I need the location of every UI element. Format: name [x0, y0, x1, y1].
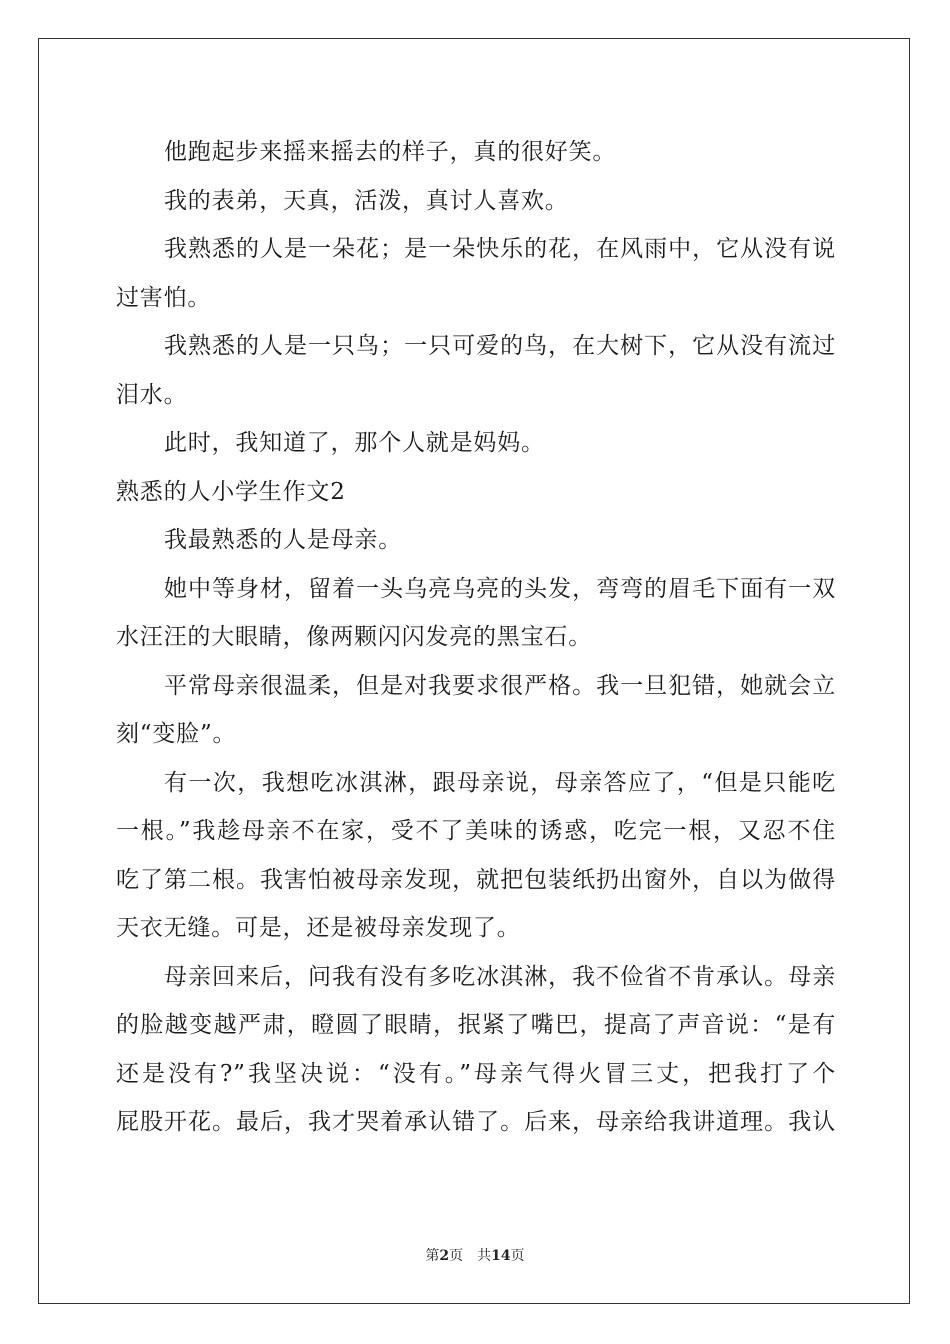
text-line: 过害怕。 — [116, 284, 212, 311]
text-line: 母亲回来后，问我有没有多吃冰淇淋，我不俭省不肯承认。母亲 — [164, 963, 836, 990]
total-prefix: 共 — [477, 1248, 492, 1264]
section-heading: 熟悉的人小学生作文2 — [116, 478, 346, 505]
text-line: 天衣无缝。可是，还是被母亲发现了。 — [116, 915, 521, 941]
text-line: 水汪汪的大眼睛，像两颗闪闪发亮的黑宝石。 — [116, 624, 592, 650]
text-line: 此时，我知道了，那个人就是妈妈。 — [164, 430, 545, 456]
text-line: 我熟悉的人是一只鸟；一只可爱的鸟，在大树下，它从没有流过 — [164, 333, 836, 359]
page-number: 2 — [439, 1248, 450, 1264]
page-footer — [0, 1245, 950, 1265]
page-prefix: 第 — [425, 1248, 440, 1264]
total-suffix: 页 — [510, 1248, 525, 1264]
text-line: 的脸越变越严肃，瞪圆了眼睛，抿紧了嘴巴，提高了声音说：“是有 — [116, 1012, 836, 1038]
text-line: 还是没有?”我坚决说：“没有。”母亲气得火冒三丈，把我打了个 — [116, 1060, 836, 1087]
text-line: 刻“变脸”。 — [116, 721, 237, 747]
text-line: 平常母亲很温柔，但是对我要求很严格。我一旦犯错，她就会立 — [164, 672, 836, 699]
text-line: 屁股开花。最后，我才哭着承认错了。后来，母亲给我讲道理。我认 — [116, 1109, 836, 1135]
text-line: 我的表弟，天真，活泼，真讨人喜欢。 — [164, 187, 569, 214]
total-pages: 14 — [491, 1248, 511, 1264]
document-body — [116, 128, 836, 1147]
text-line: 一根。”我趁母亲不在家，受不了美味的诱惑，吃完一根，又忍不住 — [116, 818, 836, 844]
text-line: 她中等身材，留着一头乌亮乌亮的头发，弯弯的眉毛下面有一双 — [164, 575, 836, 602]
text-line: 我熟悉的人是一朵花；是一朵快乐的花，在风雨中，它从没有说 — [164, 236, 836, 262]
text-line: 吃了第二根。我害怕被母亲发现，就把包装纸扔出窗外，自以为做得 — [116, 866, 836, 893]
text-line: 他跑起步来摇来摇去的样子，真的很好笑。 — [164, 139, 617, 165]
text-line: 泪水。 — [116, 381, 188, 408]
text-line: 有一次，我想吃冰淇淋，跟母亲说，母亲答应了，“但是只能吃 — [164, 769, 836, 796]
text-line: 我最熟悉的人是母亲。 — [164, 527, 402, 553]
page-suffix: 页 — [449, 1248, 464, 1264]
